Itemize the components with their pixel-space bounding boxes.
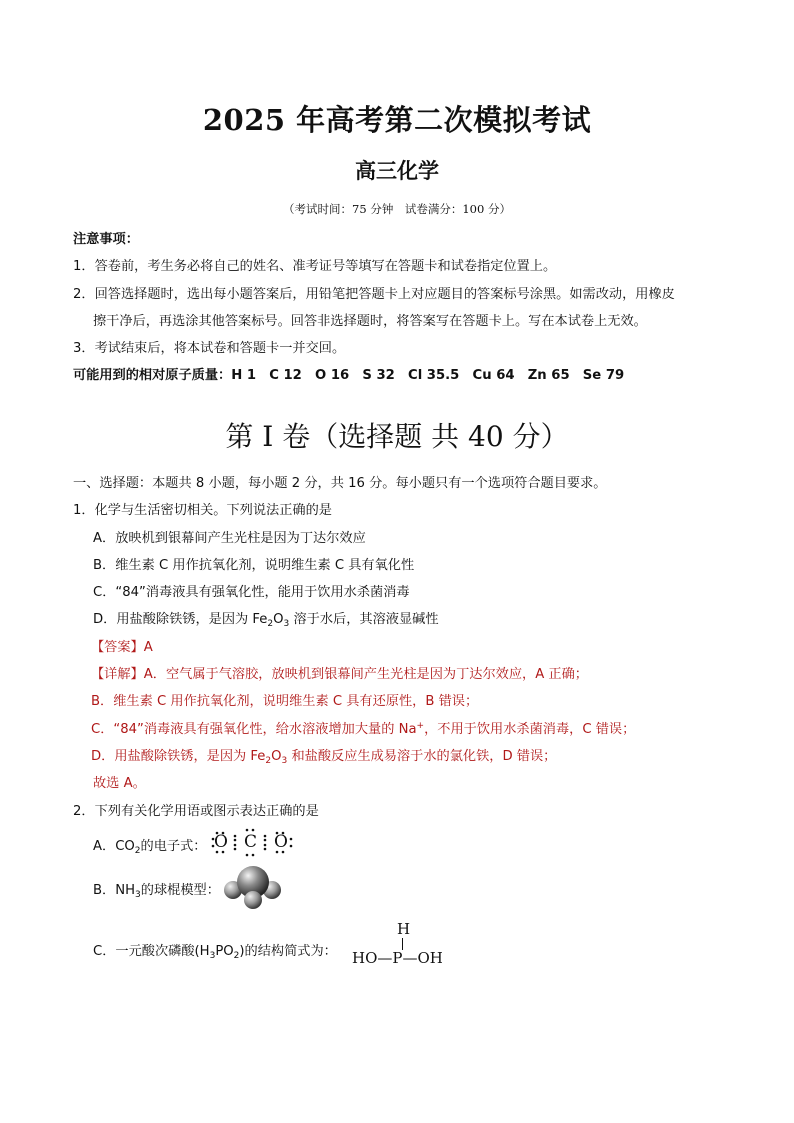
q1-option-d-pre: D．用盐酸除铁锈，是因为 Fe [93,612,268,627]
q2-option-b-post: 的球棍模型： [140,883,220,898]
q1-option-a: A．放映机到银幕间产生光柱是因为丁达尔效应 [93,531,366,546]
q1-answer: 【答案】A [91,640,153,655]
notice-heading: 注意事项： [73,232,139,247]
q1-explain-label: 【详解】 [91,667,144,682]
atomic-mass-line: 可能用到的相对原子质量：H 1 C 12 O 16 S 32 Cl 35.5 Cu 64 Zn 65 Se 79 [73,368,625,383]
q2-option-b [93,879,220,900]
section-title: 第 I 卷（选择题 共 40 分） [225,420,569,453]
struct-main-line: HO—P—OH [352,949,443,967]
q1-explain-c-post: ，不用于饮用水杀菌消毒，C 错误； [424,722,636,737]
q2-option-c [93,940,337,961]
q1-option-d [93,608,439,629]
q1-conclusion: 故选 A。 [93,776,146,791]
struct-h: H [397,920,411,938]
q1-explain-d-pre: D．用盐酸除铁锈，是因为 Fe [91,749,266,764]
q1-explain-d-sub1: 2 [265,756,272,766]
q2-option-c-sub1: 3 [209,951,216,961]
q1-explain-d-post: 和盐酸反应生成易溶于水的氯化铁，D 错误； [287,749,557,764]
subject-title: 高三化学 [355,158,439,183]
q1-explain-c-sup: + [416,721,425,731]
q1-explain-c-pre: C．“84”消毒液具有强氧化性，给水溶液增加大量的 Na [91,722,417,737]
q1-explain-a-text: A．空气属于气溶胶，放映机到银幕间产生光柱是因为丁达尔效应，A 正确； [143,667,588,682]
q1-option-d-mid: O [273,612,284,627]
q1-explain-d-sub2: 3 [281,756,288,766]
q1-explain-d [91,745,556,766]
q1-option-d-sub2: 3 [283,619,290,629]
co2-atom-o1: O [214,832,228,852]
q2-option-c-pre: C．一元酸次磷酸(H [93,944,210,959]
q2-option-b-sub: 3 [135,890,141,900]
q1-option-d-sub1: 2 [267,619,274,629]
q1-explain-a [91,663,588,682]
nh3-ball-model-icon [222,864,284,910]
section-instructions: 一、选择题：本题共 8 小题，每小题 2 分，共 16 分。每小题只有一个选项符合题目要求。 [73,476,607,491]
exam-info: （考试时间：75 分钟 试卷满分：100 分） [283,202,511,216]
q1-option-d-post: 溶于水后，其溶液显碱性 [289,612,439,627]
notice-item-1: 1．答卷前，考生务必将自己的姓名、准考证号等填写在答题卡和试卷指定位置上。 [73,259,557,274]
q2-option-a [93,835,206,856]
q2-option-a-post: 的电子式： [140,839,207,854]
q2-option-a-sub: 2 [134,846,141,856]
notice-item-2-line-1: 2．回答选择题时，选出每小题答案后，用铅笔把答题卡上对应题目的答案标号涂黑。如需改动，用橡皮 [73,287,675,302]
q1-option-b: B．维生素 C 用作抗氧化剂，说明维生素 C 具有氧化性 [93,558,415,573]
q2-option-a-pre: A．CO [93,839,135,854]
q1-explain-b: B．维生素 C 用作抗氧化剂，说明维生素 C 具有还原性，B 错误； [91,694,479,709]
notice-item-3: 3．考试结束后，将本试卷和答题卡一并交回。 [73,341,346,356]
q1-stem: 1．化学与生活密切相关。下列说法正确的是 [73,503,332,518]
q1-explain-d-mid: O [271,749,282,764]
q2-option-c-post: )的结构简式为： [239,944,337,959]
q2-stem: 2．下列有关化学用语或图示表达正确的是 [73,804,319,819]
q2-option-c-mid: PO [215,944,234,959]
page-title: 2025 年高考第二次模拟考试 [202,103,592,137]
co2-atom-o2: O [274,832,288,852]
q2-option-c-sub2: 2 [233,951,240,961]
q1-explain-c [91,718,635,737]
co2-atom-c: C [244,832,258,852]
q2-option-b-pre: B．NH [93,883,136,898]
notice-item-2-line-2: 擦干净后，再选涂其他答案标号。回答非选择题时，将答案写在答题卡上。写在本试卷上无效。 [93,314,647,329]
q1-option-c: C．“84”消毒液具有强氧化性，能用于饮用水杀菌消毒 [93,585,410,600]
